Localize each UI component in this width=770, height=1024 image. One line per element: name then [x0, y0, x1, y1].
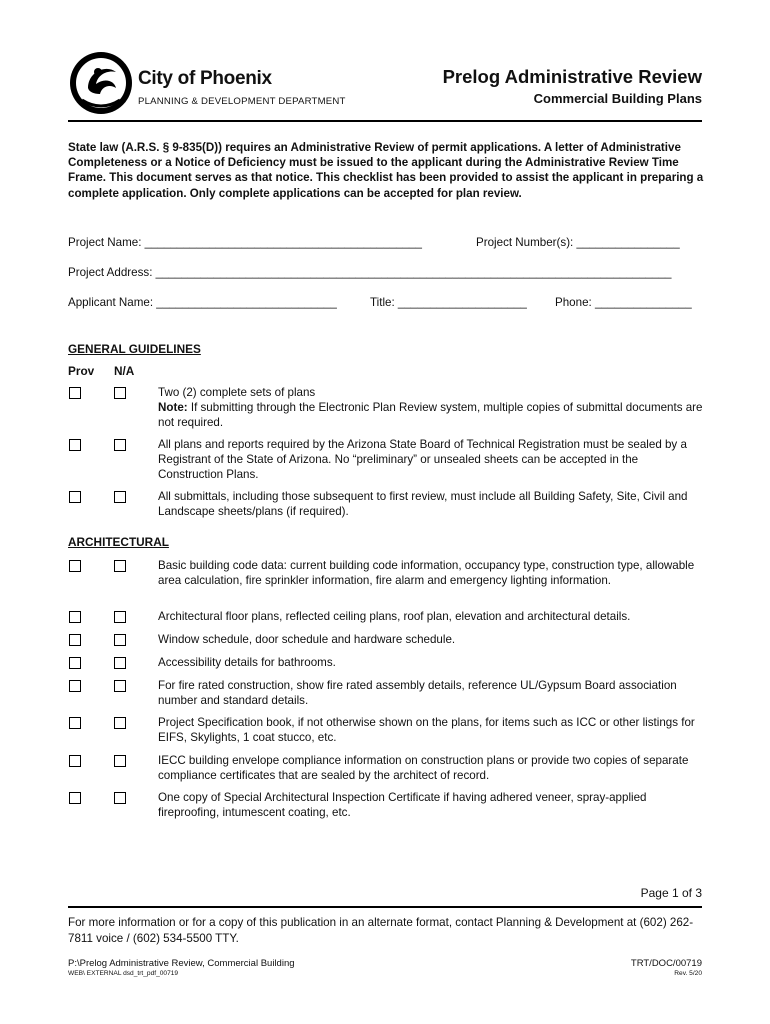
- checklist-item: IECC building envelope compliance information on construction plans or provide two copies of separate compliance certificates that are sealed by the architect of record.: [158, 754, 689, 783]
- footer-divider: [68, 906, 702, 908]
- prov-checkbox[interactable]: [69, 657, 81, 669]
- note-label: Note:: [158, 401, 188, 415]
- footer-web-reference: WEB\ EXTERNAL dsd_trt_pdf_00719: [68, 970, 179, 977]
- intro-paragraph: State law (A.R.S. § 9-835(D)) requires an Administrative Review of permit applications. A letter of Administrative Completeness or a Notice of Deficiency must be issued to the applicant during the Administrative Review Time Frame. This document serves as that notice. This checklist has been provided to assist the applicant in preparing a complete application. Only complete applications can be accepted for plan review.: [68, 141, 704, 200]
- prov-checkbox[interactable]: [69, 717, 81, 729]
- checklist-item: All submittals, including those subsequent to first review, must include all Building Safety, Site, Civil and Landscape sheets/plans (if required).: [158, 490, 688, 519]
- footer-file-path: P:\Prelog Administrative Review, Commercial Building: [68, 958, 295, 969]
- prov-checkbox[interactable]: [69, 439, 81, 451]
- na-checkbox[interactable]: [114, 611, 126, 623]
- na-checkbox[interactable]: [114, 560, 126, 572]
- phone-field[interactable]: Phone: _______________: [555, 296, 692, 309]
- checklist-item: One copy of Special Architectural Inspection Certificate if having adhered veneer, spray-applied fireproofing, intumescent coating, etc.: [158, 791, 647, 820]
- project-name-field[interactable]: Project Name: ___________________________________________: [68, 236, 422, 249]
- na-checkbox[interactable]: [114, 755, 126, 767]
- checklist-item: Basic building code data: current building code information, occupancy type, construction type, allowable area calculation, fire sprinkler information, fire alarm and emergency lighting information.: [158, 559, 695, 588]
- na-checkbox[interactable]: [114, 680, 126, 692]
- na-checkbox[interactable]: [114, 491, 126, 503]
- na-checkbox[interactable]: [114, 634, 126, 646]
- na-checkbox[interactable]: [114, 439, 126, 451]
- prov-checkbox[interactable]: [69, 611, 81, 623]
- checklist-item: Project Specification book, if not otherwise shown on the plans, for items such as ICC or other listings for EIFS, Skylights, 1 coat stucco, etc.: [158, 716, 695, 745]
- header-divider: [68, 120, 702, 122]
- na-checkbox[interactable]: [114, 792, 126, 804]
- prov-checkbox[interactable]: [69, 634, 81, 646]
- item-text: Two (2) complete sets of plans: [158, 386, 316, 399]
- prov-checkbox[interactable]: [69, 755, 81, 767]
- title-field[interactable]: Title: ____________________: [370, 296, 527, 309]
- prov-checkbox[interactable]: [69, 387, 81, 399]
- checklist-item: [158, 385, 703, 431]
- checklist-item: Window schedule, door schedule and hardware schedule.: [158, 633, 456, 646]
- prov-checkbox[interactable]: [69, 680, 81, 692]
- column-header-na: N/A: [114, 364, 135, 378]
- prov-checkbox[interactable]: [69, 491, 81, 503]
- na-checkbox[interactable]: [114, 387, 126, 399]
- prov-checkbox[interactable]: [69, 560, 81, 572]
- footer-revision: Rev. 5/20: [674, 970, 702, 977]
- page-number: Page 1 of 3: [640, 886, 702, 900]
- checklist-item: Accessibility details for bathrooms.: [158, 656, 336, 669]
- applicant-name-field[interactable]: Applicant Name: ____________________________: [68, 296, 337, 309]
- document-title: Prelog Administrative Review: [442, 66, 702, 87]
- footer-document-code: TRT/DOC/00719: [630, 958, 702, 969]
- column-header-prov: Prov: [68, 364, 95, 378]
- section-heading-architectural: ARCHITECTURAL: [68, 535, 169, 549]
- document-subtitle: Commercial Building Plans: [533, 91, 702, 106]
- checklist-item: All plans and reports required by the Arizona State Board of Technical Registration must be sealed by a Registrant of the State of Arizona. No “preliminary” or unsealed sheets can be accepted in the Construction Plans.: [158, 438, 687, 482]
- checklist-item: Architectural floor plans, reflected ceiling plans, roof plan, elevation and architectural details.: [158, 610, 631, 623]
- item-note: [158, 400, 703, 430]
- org-department: PLANNING & DEVELOPMENT DEPARTMENT: [138, 96, 346, 107]
- org-name: City of Phoenix: [138, 68, 272, 89]
- prov-checkbox[interactable]: [69, 792, 81, 804]
- section-heading-general: GENERAL GUIDELINES: [68, 342, 201, 356]
- note-text: If submitting through the Electronic Plan Review system, multiple copies of submittal documents are not required.: [158, 401, 703, 430]
- footer-contact-info: For more information or for a copy of this publication in an alternate format, contact Planning & Development at (602) 262-7811 voice / (602) 534-5500 TTY.: [68, 916, 694, 945]
- checklist-item: For fire rated construction, show fire rated assembly details, reference UL/Gypsum Board association number and standard details.: [158, 679, 677, 708]
- na-checkbox[interactable]: [114, 657, 126, 669]
- na-checkbox[interactable]: [114, 717, 126, 729]
- project-address-field[interactable]: Project Address: ________________________________________________________________________________: [68, 266, 672, 279]
- project-number-field[interactable]: Project Number(s): ________________: [476, 236, 680, 249]
- city-of-phoenix-logo: [68, 50, 134, 116]
